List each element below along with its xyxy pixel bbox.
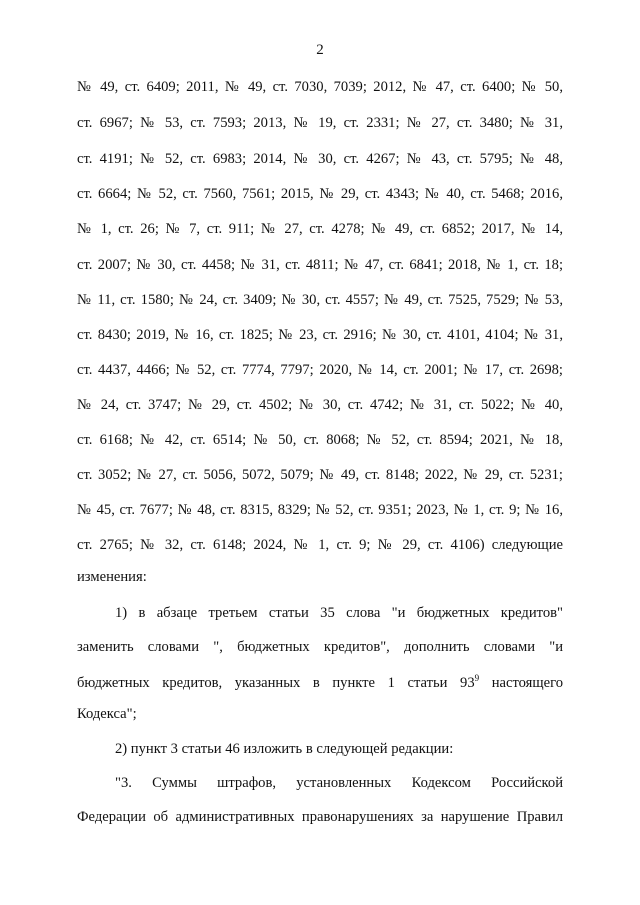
quote-line2: Федерации об административных правонарушениях за нарушение Правил <box>77 809 563 825</box>
item1-line4: Кодекса"; <box>77 706 137 722</box>
text-line: ст. 6967; № 53, ст. 7593; 2013, № 19, ст. 2331; № 27, ст. 3480; № 31, <box>77 115 563 131</box>
item1-line3-text: бюджетных кредитов, указанных в пункте 1 статьи 93 <box>77 675 475 691</box>
text-line: ст. 3052; № 27, ст. 5056, 5072, 5079; № 49, ст. 8148; 2022, № 29, ст. 5231; <box>77 467 563 483</box>
text-line: № 11, ст. 1580; № 24, ст. 3409; № 30, ст. 4557; № 49, ст. 7525, 7529; № 53, <box>77 292 563 308</box>
item1-line1: 1) в абзаце третьем статьи 35 слова "и бюджетных кредитов" <box>115 605 563 621</box>
item1-line2: заменить словами ", бюджетных кредитов", дополнить словами "и <box>77 639 563 655</box>
text-line: ст. 2007; № 30, ст. 4458; № 31, ст. 4811; № 47, ст. 6841; 2018, № 1, ст. 18; <box>77 257 563 273</box>
text-line: № 45, ст. 7677; № 48, ст. 8315, 8329; № 52, ст. 9351; 2023, № 1, ст. 9; № 16, <box>77 502 563 518</box>
item2-line: 2) пункт 3 статьи 46 изложить в следующей редакции: <box>115 741 454 757</box>
text-line: ст. 6168; № 42, ст. 6514; № 50, ст. 8068; № 52, ст. 8594; 2021, № 18, <box>77 432 563 448</box>
text-line: № 49, ст. 6409; 2011, № 49, ст. 7030, 7039; 2012, № 47, ст. 6400; № 50, <box>77 79 563 95</box>
text-line: № 1, ст. 26; № 7, ст. 911; № 27, ст. 4278; № 49, ст. 6852; 2017, № 14, <box>77 221 563 237</box>
superscript: 9 <box>474 673 480 683</box>
item1-line3-tail: настоящего <box>479 675 564 691</box>
text-line: изменения: <box>77 569 147 585</box>
text-line: ст. 4437, 4466; № 52, ст. 7774, 7797; 2020, № 14, ст. 2001; № 17, ст. 2698; <box>77 362 563 378</box>
page-number: 2 <box>316 42 324 58</box>
text-line: ст. 2765; № 32, ст. 6148; 2024, № 1, ст. 9; № 29, ст. 4106) следующие <box>77 537 563 553</box>
text-line: № 24, ст. 3747; № 29, ст. 4502; № 30, ст. 4742; № 31, ст. 5022; № 40, <box>77 397 563 413</box>
text-line: ст. 6664; № 52, ст. 7560, 7561; 2015, № 29, ст. 4343; № 40, ст. 5468; 2016, <box>77 186 563 202</box>
item1-line3 <box>77 673 563 693</box>
text-line: ст. 4191; № 52, ст. 6983; 2014, № 30, ст. 4267; № 43, ст. 5795; № 48, <box>77 151 563 167</box>
text-line: ст. 8430; 2019, № 16, ст. 1825; № 23, ст. 2916; № 30, ст. 4101, 4104; № 31, <box>77 327 563 343</box>
quote-line1: "3. Суммы штрафов, установленных Кодексом Российской <box>115 775 563 791</box>
